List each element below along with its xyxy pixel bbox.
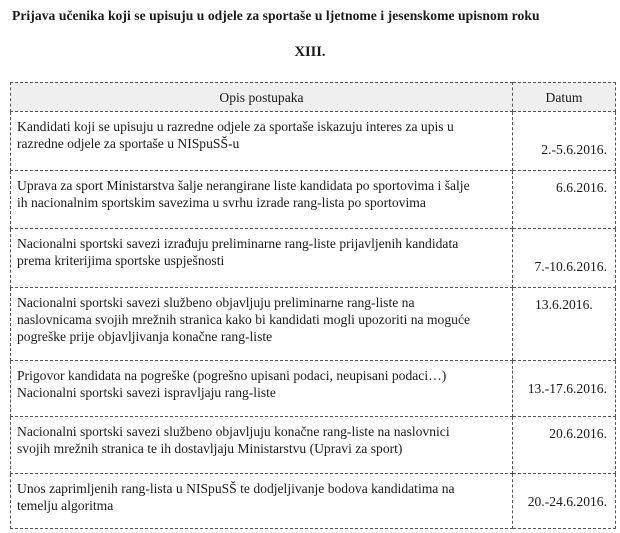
description-line: naslovnicama svojih mrežnih stranica kako bi kandidati mogli upozoriti na moguće (17, 312, 471, 327)
description-line: pogreške prije objavljivanja konačne rang-liste (17, 329, 273, 344)
row-description (11, 229, 513, 288)
description-line: Kandidati koji se upisuju u razredne odjele za sportaše iskazuju interes za upis u (17, 119, 454, 134)
table-header-row (11, 83, 616, 112)
row-description (11, 171, 513, 229)
description-line: ih nacionalnim sportskim savezima u svrhu izrade rang-lista po sportovima (17, 195, 426, 210)
row-date: 13.6.2016. (513, 288, 616, 361)
description-line: razredne odjele za sportaše u NISpuSŠ-u (17, 136, 240, 151)
description-line: Nacionalni sportski savezi izrađuju preliminarne rang-liste prijavljenih kandidata (17, 236, 459, 251)
row-date: 20.-24.6.2016. (513, 474, 616, 529)
description-line: Nacionalni sportski savezi službeno objavljuju preliminarne rang-liste na (17, 295, 415, 310)
description-line: prema kriterijima sportske uspješnosti (17, 253, 225, 268)
description-line: svojih mrežnih stranica te ih dostavljaju Ministarstvu (Upravi za sport) (17, 441, 403, 456)
table-row (11, 361, 616, 417)
table-row (11, 417, 616, 474)
row-description (11, 112, 513, 171)
row-description (11, 288, 513, 361)
header-date: Datum (513, 83, 616, 112)
row-date: 6.6.2016. (513, 171, 616, 229)
row-description (11, 361, 513, 417)
description-line: Nacionalni sportski savezi ispravljaju rang-liste (17, 385, 276, 400)
row-date: 20.6.2016. (513, 417, 616, 474)
description-line: temelju algoritma (17, 498, 114, 513)
row-description (11, 417, 513, 474)
schedule-table (10, 82, 616, 529)
table-row (11, 474, 616, 529)
table-row (11, 229, 616, 288)
description-line: Prigovor kandidata na pogreške (pogrešno upisani podaci, neupisani podaci…) (17, 368, 447, 383)
header-description: Opis postupaka (11, 83, 513, 112)
table-row (11, 288, 616, 361)
table-row (11, 171, 616, 229)
row-description (11, 474, 513, 529)
description-line: Nacionalni sportski savezi službeno objavljuju konačne rang-liste na naslovnici (17, 424, 450, 439)
row-date: 7.-10.6.2016. (513, 229, 616, 288)
document-title: Prijava učenika koji se upisuju u odjele za sportaše u ljetnome i jesenskome upisnom roku (12, 8, 540, 23)
table-row (11, 112, 616, 171)
row-date: 13.-17.6.2016. (513, 361, 616, 417)
description-line: Uprava za sport Ministarstva šalje nerangirane liste kandidata po sportovima i šalje (17, 178, 470, 193)
section-number: XIII. (294, 44, 326, 60)
row-date: 2.-5.6.2016. (513, 112, 616, 171)
description-line: Unos zaprimljenih rang-lista u NISpuSŠ te dodjeljivanje bodova kandidatima na (17, 481, 455, 496)
